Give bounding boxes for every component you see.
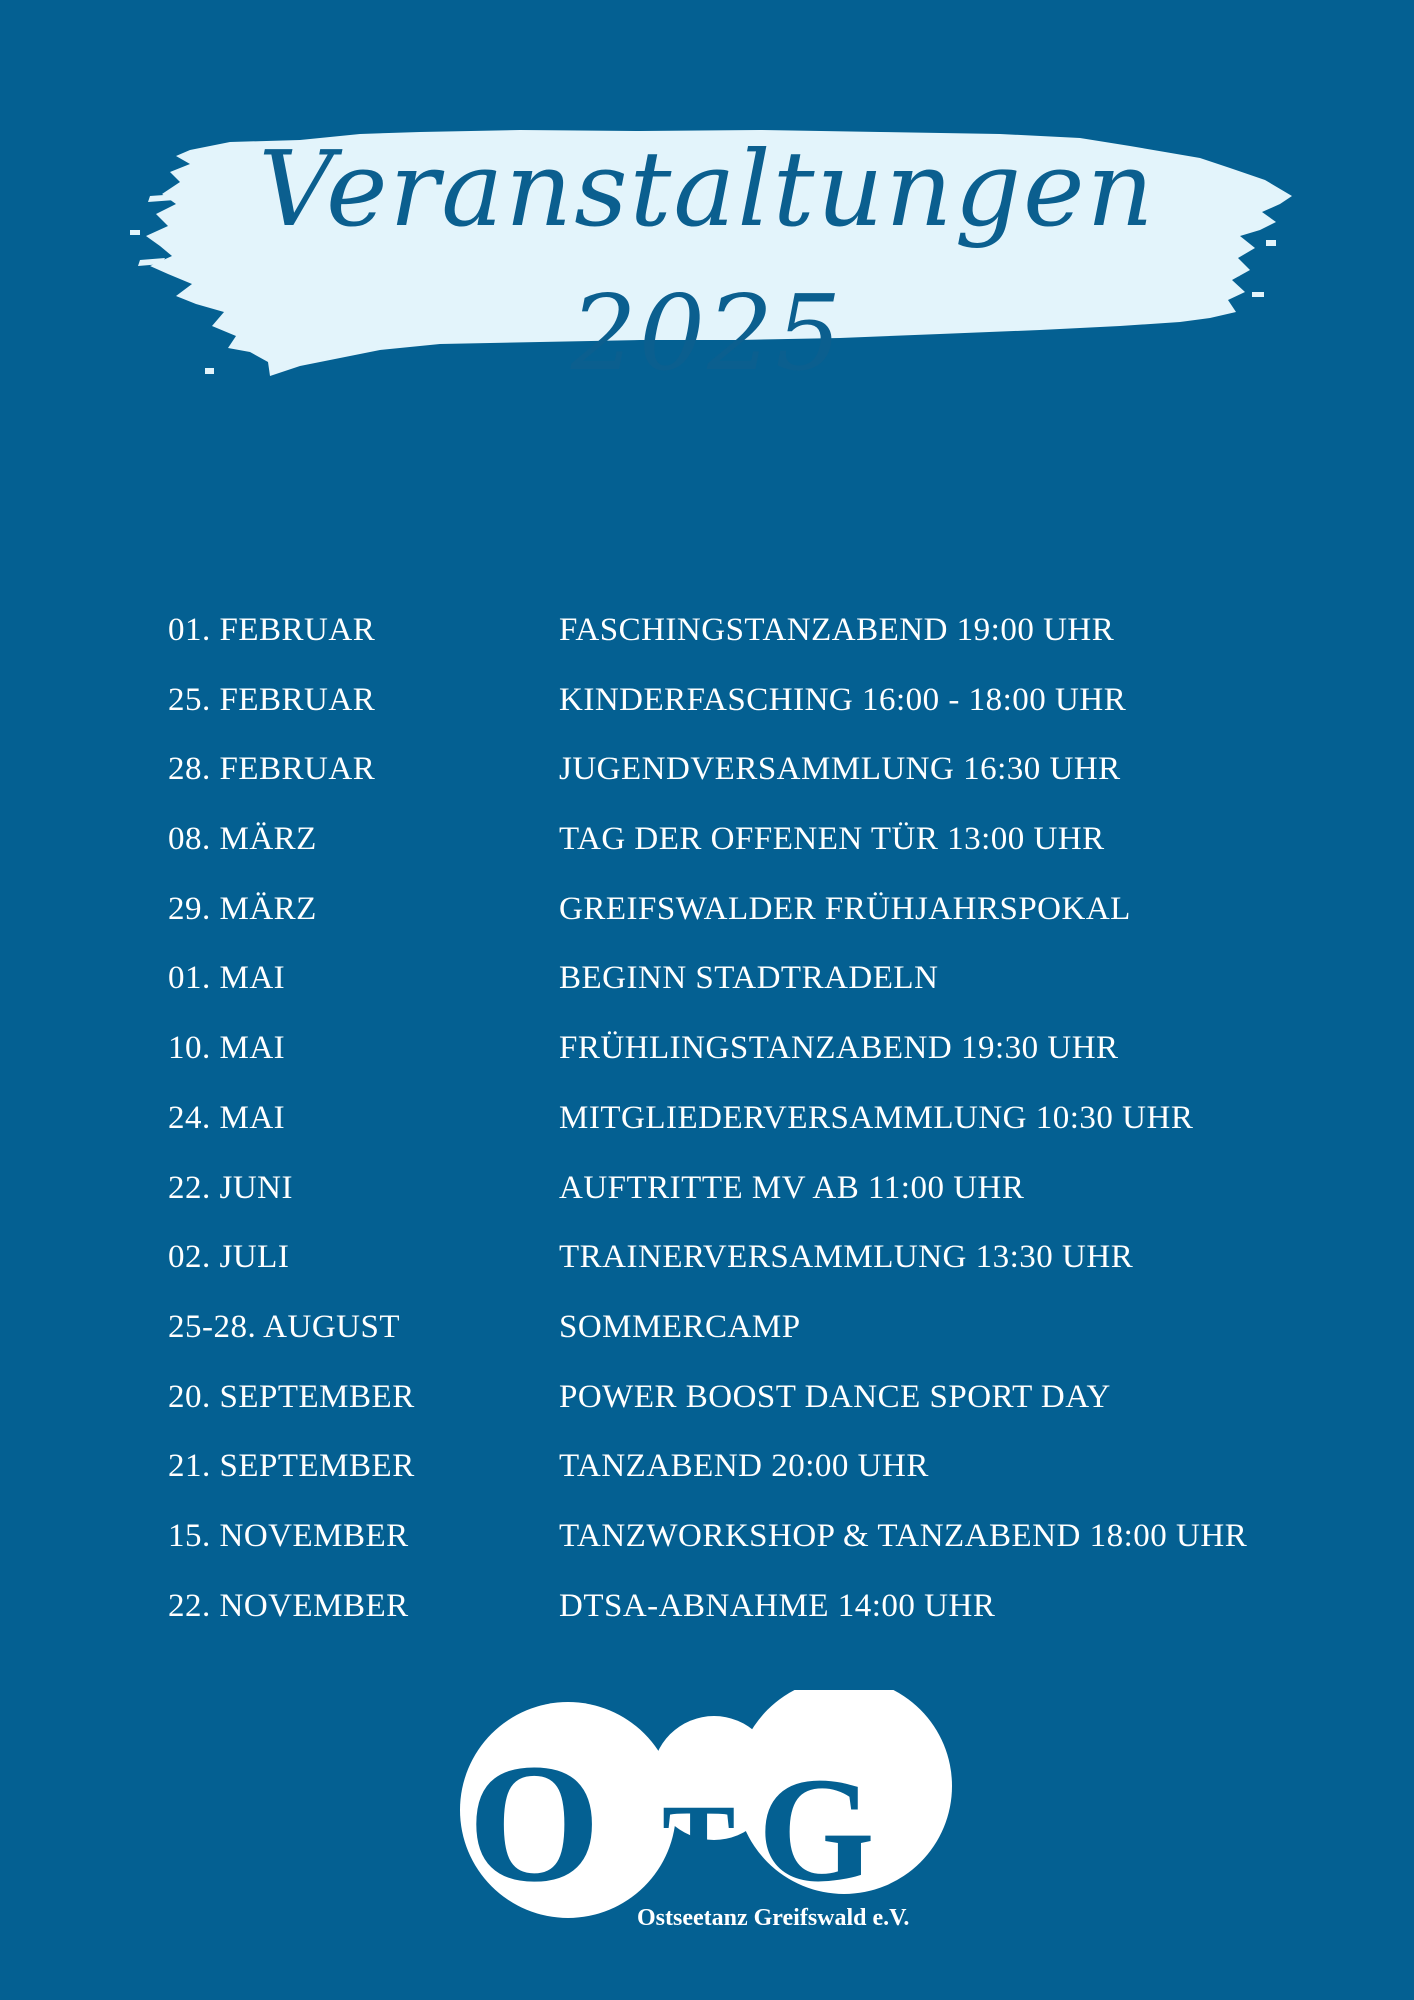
event-date: 10. MAI xyxy=(168,1030,286,1067)
logo-letter-t: T xyxy=(662,1782,736,1904)
event-date: 28. FEBRUAR xyxy=(168,751,376,788)
event-description: MITGLIEDERVERSAMMLUNG 10:30 UHR xyxy=(559,1099,1194,1136)
event-description: TANZWORKSHOP & TANZABEND 18:00 UHR xyxy=(559,1517,1248,1554)
event-description: JUGENDVERSAMMLUNG 16:30 UHR xyxy=(559,751,1121,788)
logo-letter-g: G xyxy=(758,1747,875,1913)
event-description: AUFTRITTE MV AB 11:00 UHR xyxy=(559,1169,1025,1206)
event-date: 22. NOVEMBER xyxy=(168,1587,409,1624)
event-date: 15. NOVEMBER xyxy=(168,1517,409,1554)
event-description: KINDERFASCHING 16:00 - 18:00 UHR xyxy=(559,681,1127,718)
event-date: 29. MÄRZ xyxy=(168,890,317,927)
event-description: DTSA-ABNAHME 14:00 UHR xyxy=(559,1587,996,1624)
event-date: 22. JUNI xyxy=(168,1169,293,1206)
event-date: 25-28. AUGUST xyxy=(168,1308,401,1345)
event-description: TRAINERVERSAMMLUNG 13:30 UHR xyxy=(559,1239,1134,1276)
event-date: 02. JULI xyxy=(168,1239,290,1276)
event-description: POWER BOOST DANCE SPORT DAY xyxy=(559,1378,1111,1415)
event-date: 20. SEPTEMBER xyxy=(168,1378,415,1415)
event-description: FRÜHLINGSTANZABEND 19:30 UHR xyxy=(559,1030,1119,1067)
page-year: 2025 xyxy=(570,272,844,394)
event-description: BEGINN STADTRADELN xyxy=(559,960,939,997)
event-description: FASCHINGSTANZABEND 19:00 UHR xyxy=(559,612,1115,648)
event-date: 25. FEBRUAR xyxy=(168,681,376,718)
event-description: TAG DER OFFENEN TÜR 13:00 UHR xyxy=(559,821,1105,858)
event-date: 24. MAI xyxy=(168,1099,286,1136)
event-date: 08. MÄRZ xyxy=(168,821,317,858)
event-date: 21. SEPTEMBER xyxy=(168,1448,415,1485)
event-description: GREIFSWALDER FRÜHJAHRSPOKAL xyxy=(559,890,1131,927)
logo-tagline: Ostseetanz Greifswald e.V. xyxy=(637,1905,910,1930)
event-description: TANZABEND 20:00 UHR xyxy=(559,1448,929,1485)
event-date: 01. MAI xyxy=(168,960,286,997)
otg-logo xyxy=(440,1690,980,1930)
logo-letter-o: O xyxy=(468,1729,601,1917)
event-date: 01. FEBRUAR xyxy=(168,612,376,648)
event-description: SOMMERCAMP xyxy=(559,1308,801,1345)
page-title: Veranstaltungen xyxy=(258,128,1156,250)
